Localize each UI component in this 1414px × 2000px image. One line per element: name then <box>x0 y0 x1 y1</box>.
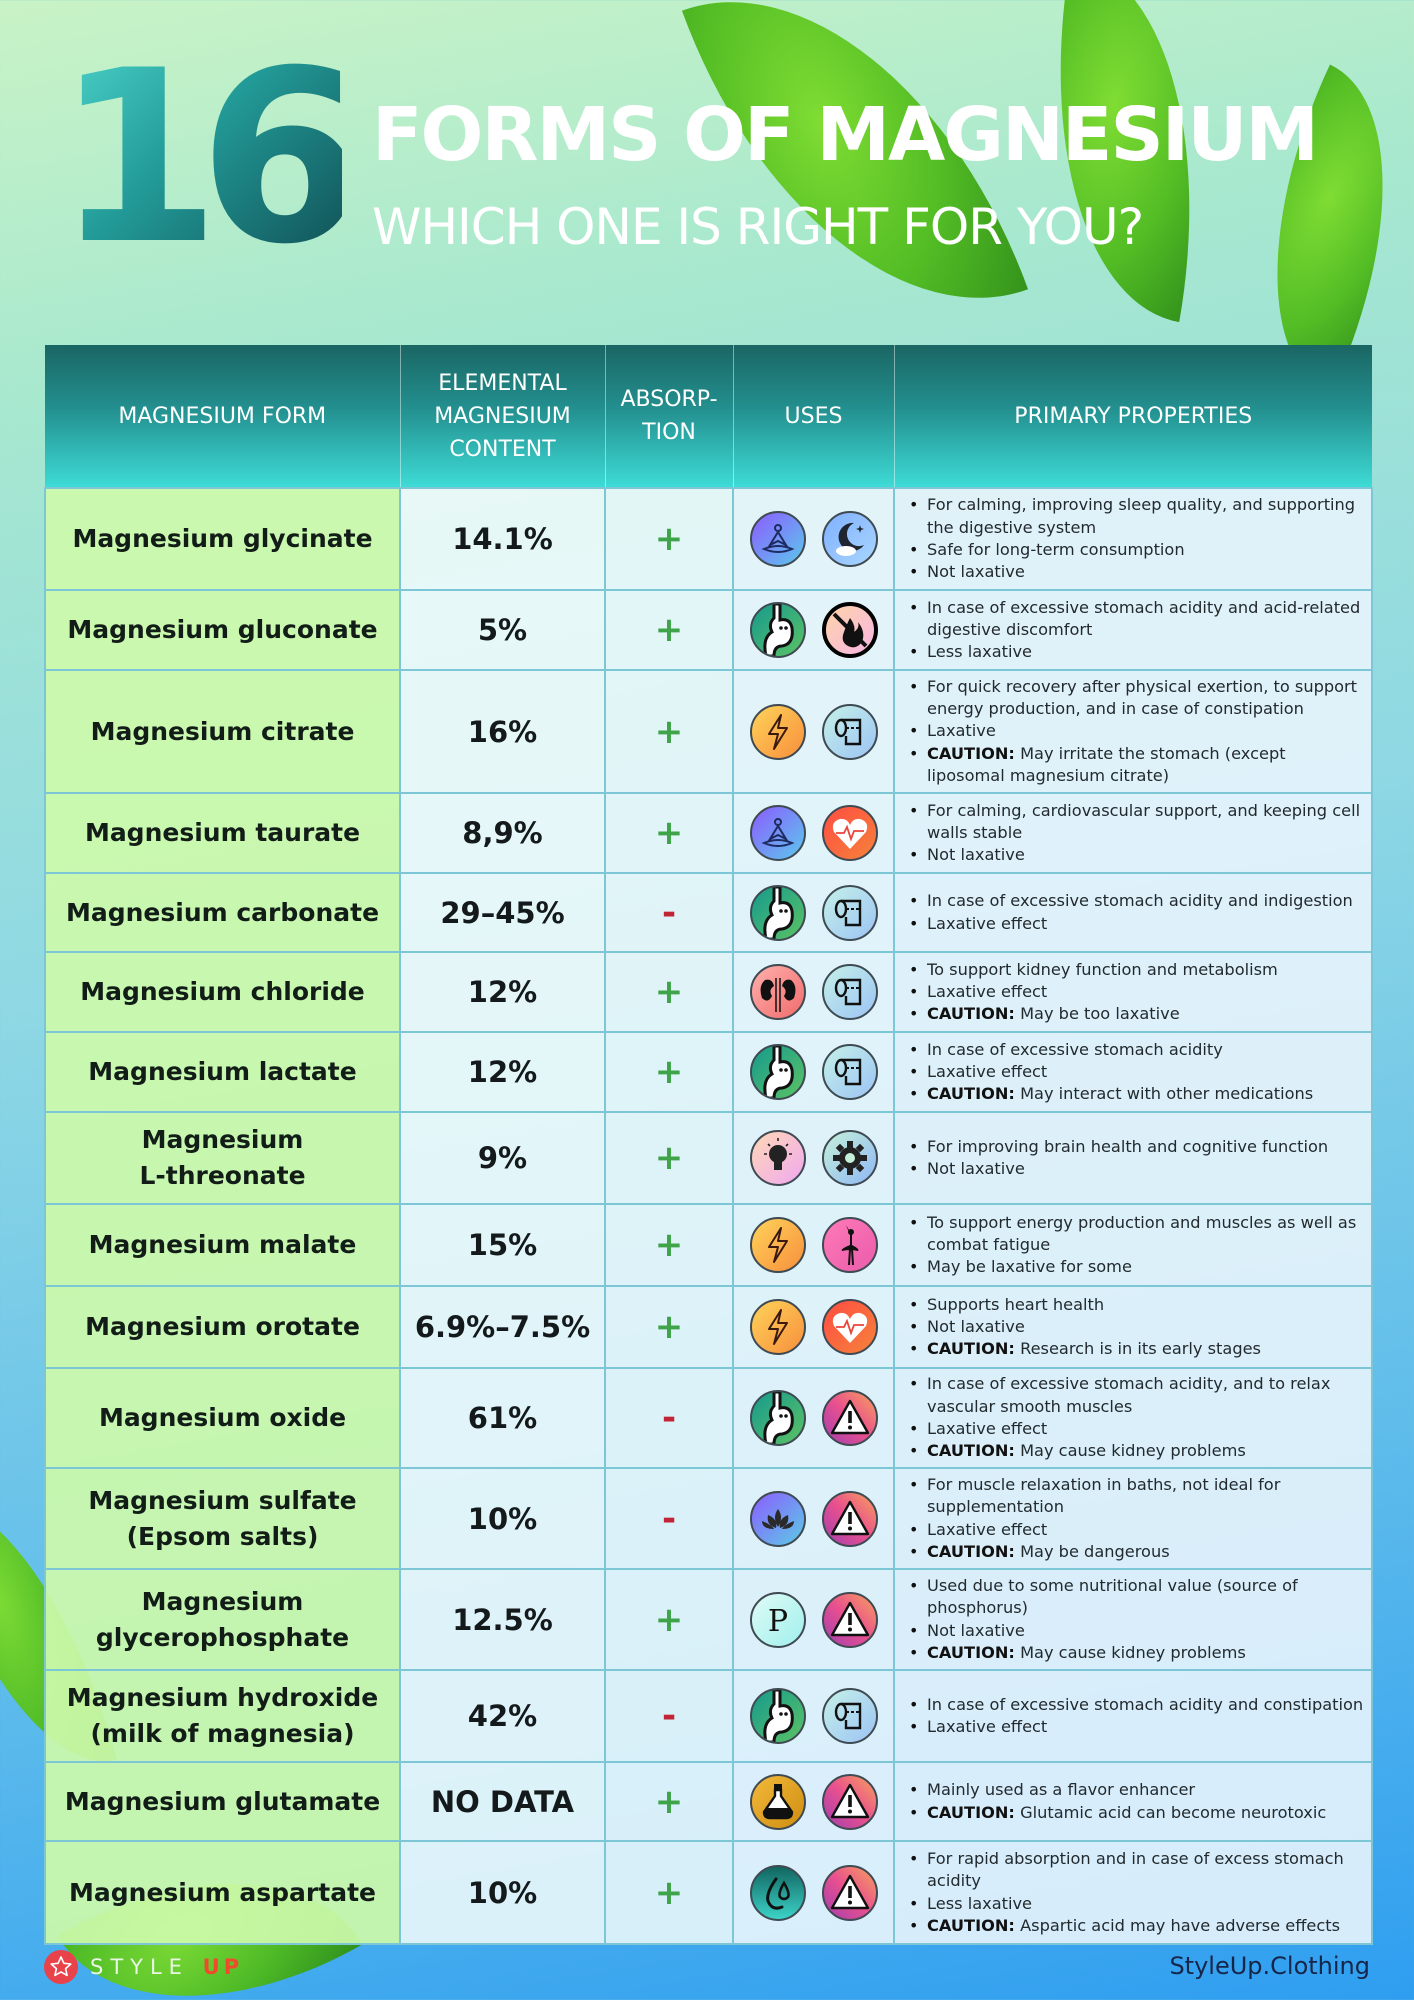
table-row <box>45 952 1372 1032</box>
logo-style: STYLE <box>90 1955 189 1979</box>
property-item <box>909 1061 1365 1083</box>
property-item <box>909 913 1365 935</box>
properties-list <box>909 1373 1365 1462</box>
magnesium-form-cell: Magnesium lactate <box>45 1032 400 1112</box>
brand-logo <box>44 1950 243 1984</box>
lotus-icon <box>750 1491 806 1547</box>
header-line: CONTENT <box>449 436 556 462</box>
primary-properties-cell <box>894 1112 1372 1204</box>
uses-cell <box>733 873 894 952</box>
elemental-content-cell: 12.5% <box>400 1569 605 1670</box>
hero-number: 16 <box>55 20 343 297</box>
property-text: Laxative effect <box>927 1717 1048 1736</box>
property-text: In case of excessive stomach acidity and indigestion <box>927 891 1353 911</box>
table-row <box>45 488 1372 590</box>
elemental-content-cell: NO DATA <box>400 1762 605 1841</box>
property-text: Laxative effect <box>927 913 1048 933</box>
property-item <box>909 890 1365 912</box>
property-item <box>909 1136 1365 1158</box>
absorption-good-indicator: + <box>605 670 733 793</box>
absorption-poor-indicator: - <box>605 1670 733 1762</box>
magnesium-form-cell: Magnesium oxide <box>45 1368 400 1468</box>
property-text: Safe for long-term consumption <box>927 540 1185 559</box>
table-row <box>45 590 1372 670</box>
column-header-properties: PRIMARY PROPERTIES <box>894 345 1372 488</box>
sleep-icon <box>822 511 878 567</box>
stomach-icon <box>750 1688 806 1744</box>
leaf-decoration <box>682 0 1028 368</box>
elemental-content-cell: 5% <box>400 590 605 670</box>
table-row <box>45 873 1372 952</box>
caution-item <box>909 1440 1365 1462</box>
property-text: Not laxative <box>927 845 1025 865</box>
property-text: For rapid absorption and in case of excess stomach acidity <box>927 1848 1344 1891</box>
magnesium-form-cell: Magnesium gluconate <box>45 590 400 670</box>
form-name-line: (Epsom salts) <box>126 1521 319 1551</box>
caution-item <box>909 1083 1365 1105</box>
toilet-paper-icon <box>822 964 878 1020</box>
caution-item <box>909 1541 1365 1563</box>
property-item <box>909 1575 1365 1620</box>
elemental-content-cell: 10% <box>400 1468 605 1569</box>
magnesium-form-cell <box>45 1468 400 1569</box>
primary-properties-cell <box>894 1468 1372 1569</box>
property-item <box>909 1620 1365 1642</box>
property-text: May irritate the stomach (except liposomal magnesium citrate) <box>927 743 1286 785</box>
property-text: Laxative effect <box>927 1419 1048 1438</box>
header-line: MAGNESIUM <box>434 403 571 429</box>
absorption-good-indicator: + <box>605 590 733 670</box>
absorption-good-indicator: + <box>605 488 733 590</box>
heart-icon <box>822 805 878 861</box>
table-row <box>45 793 1372 873</box>
toilet-paper-icon <box>822 1044 878 1100</box>
energy-icon <box>750 1299 806 1355</box>
toilet-paper-icon <box>822 885 878 941</box>
property-text: Not laxative <box>927 562 1025 582</box>
property-item <box>909 1848 1365 1893</box>
table-row <box>45 1032 1372 1112</box>
uses-cell <box>733 488 894 590</box>
primary-properties-cell <box>894 873 1372 952</box>
no-heartburn-icon <box>822 602 878 658</box>
property-item <box>909 1373 1365 1418</box>
properties-list <box>909 494 1365 583</box>
property-item <box>909 1418 1365 1440</box>
magnesium-form-cell: Magnesium glutamate <box>45 1762 400 1841</box>
form-name-line: Magnesium <box>141 1125 304 1154</box>
property-item <box>909 676 1365 721</box>
properties-list <box>909 1575 1365 1664</box>
warning-icon <box>822 1390 878 1446</box>
properties-list <box>909 1779 1365 1824</box>
property-text: Used due to some nutritional value (source of phosphorus) <box>927 1575 1298 1618</box>
elemental-content-cell: 15% <box>400 1204 605 1286</box>
property-text: For calming, improving sleep quality, and supporting the digestive system <box>927 495 1356 537</box>
elemental-content-cell: 10% <box>400 1841 605 1944</box>
header-line: TION <box>642 420 696 445</box>
absorption-poor-indicator: - <box>605 1368 733 1468</box>
property-text: Less laxative <box>927 1893 1033 1913</box>
elemental-content-cell: 9% <box>400 1112 605 1204</box>
property-item <box>909 959 1365 981</box>
energy-icon <box>750 1217 806 1273</box>
page-title: FORMS OF MAGNESIUM <box>372 92 1318 178</box>
property-text: Glutamic acid can become neurotoxic <box>1020 1802 1327 1822</box>
uses-cell <box>733 590 894 670</box>
elemental-content-cell: 14.1% <box>400 488 605 590</box>
header-line: ABSORP- <box>620 387 718 412</box>
column-header-uses: USES <box>733 345 894 488</box>
magnesium-form-cell <box>45 1569 400 1670</box>
magnesium-form-cell: Magnesium carbonate <box>45 873 400 952</box>
ballerina-icon <box>822 1217 878 1273</box>
table-row <box>45 1368 1372 1468</box>
primary-properties-cell <box>894 1286 1372 1368</box>
magnesium-forms-table <box>44 345 1373 1945</box>
property-item <box>909 1779 1365 1801</box>
property-text: May interact with other medications <box>1020 1084 1314 1104</box>
logo-up: UP <box>202 1955 244 1979</box>
caution-item <box>909 1802 1365 1824</box>
table-row <box>45 1286 1372 1368</box>
property-text: Laxative effect <box>927 1519 1048 1539</box>
property-item <box>909 1519 1365 1541</box>
property-item <box>909 494 1365 539</box>
caution-label: CAUTION: <box>927 1084 1015 1104</box>
elemental-content-cell: 29–45% <box>400 873 605 952</box>
property-text: In case of excessive stomach acidity, and to relax vascular smooth muscles <box>927 1374 1331 1416</box>
table-row <box>45 1569 1372 1670</box>
caution-item <box>909 743 1365 788</box>
table-row <box>45 1112 1372 1204</box>
properties-list <box>909 1212 1365 1279</box>
website-link[interactable]: StyleUp.Clothing <box>1169 1952 1370 1980</box>
primary-properties-cell <box>894 590 1372 670</box>
lightbulb-icon <box>750 1130 806 1186</box>
caution-item <box>909 1642 1365 1664</box>
elemental-content-cell: 61% <box>400 1368 605 1468</box>
table-row <box>45 1841 1372 1944</box>
property-item <box>909 641 1365 663</box>
stomach-icon <box>750 602 806 658</box>
warning-icon <box>822 1865 878 1921</box>
property-item <box>909 1158 1365 1180</box>
property-text: Not laxative <box>927 1159 1025 1178</box>
uses-cell <box>733 1670 894 1762</box>
caution-label: CAUTION: <box>927 1802 1015 1822</box>
uses-cell <box>733 670 894 793</box>
caution-label: CAUTION: <box>927 1915 1015 1935</box>
caution-item <box>909 1338 1365 1360</box>
properties-list <box>909 800 1365 867</box>
form-name-line: Magnesium <box>141 1586 304 1616</box>
uses-cell <box>733 1569 894 1670</box>
uses-cell <box>733 1841 894 1944</box>
primary-properties-cell <box>894 1368 1372 1468</box>
property-item <box>909 1294 1365 1316</box>
magnesium-form-cell: Magnesium citrate <box>45 670 400 793</box>
heart-icon <box>822 1299 878 1355</box>
column-header-content <box>400 345 605 488</box>
primary-properties-cell <box>894 952 1372 1032</box>
property-item <box>909 539 1365 561</box>
absorption-good-indicator: + <box>605 1204 733 1286</box>
property-item <box>909 800 1365 845</box>
property-item <box>909 720 1365 742</box>
property-text: Not laxative <box>927 1620 1025 1640</box>
property-item <box>909 1316 1365 1338</box>
property-text: Laxative <box>927 721 996 741</box>
properties-list <box>909 890 1365 935</box>
primary-properties-cell <box>894 1762 1372 1841</box>
stomach-icon <box>750 1044 806 1100</box>
table-row <box>45 1670 1372 1762</box>
property-item <box>909 561 1365 583</box>
property-text: Research is in its early stages <box>1020 1339 1261 1359</box>
caution-label: CAUTION: <box>927 1541 1015 1561</box>
caution-item <box>909 1915 1365 1937</box>
property-text: For quick recovery after physical exertion, to support energy production, and in case of constipation <box>927 676 1358 719</box>
uses-cell <box>733 793 894 873</box>
table-row <box>45 1762 1372 1841</box>
property-item <box>909 1893 1365 1915</box>
properties-list <box>909 1474 1365 1563</box>
logo-text <box>90 1955 243 1979</box>
property-text: May be dangerous <box>1020 1541 1170 1561</box>
primary-properties-cell <box>894 1670 1372 1762</box>
warning-icon <box>822 1774 878 1830</box>
elemental-content-cell: 12% <box>400 952 605 1032</box>
absorption-good-indicator: + <box>605 1841 733 1944</box>
magnesium-form-cell: Magnesium glycinate <box>45 488 400 590</box>
caution-label: CAUTION: <box>927 1642 1015 1662</box>
properties-list <box>909 1694 1365 1739</box>
property-text: May cause kidney problems <box>1020 1642 1246 1662</box>
star-icon <box>44 1950 78 1984</box>
warning-icon <box>822 1491 878 1547</box>
table-row <box>45 1468 1372 1569</box>
primary-properties-cell <box>894 1569 1372 1670</box>
calm-icon <box>750 511 806 567</box>
primary-properties-cell <box>894 488 1372 590</box>
property-item <box>909 844 1365 866</box>
property-text: Not laxative <box>927 1316 1025 1336</box>
uses-cell <box>733 1032 894 1112</box>
absorption-good-indicator: + <box>605 1286 733 1368</box>
property-text: To support energy production and muscles as well as combat fatigue <box>927 1212 1357 1254</box>
property-text: Supports heart health <box>927 1294 1105 1314</box>
phosphorus-icon <box>750 1592 806 1648</box>
caution-label: CAUTION: <box>927 1441 1015 1461</box>
properties-list <box>909 1136 1365 1181</box>
property-text: For improving brain health and cognitive function <box>927 1136 1329 1156</box>
property-text: Less laxative <box>927 642 1033 662</box>
form-name-line: Magnesium hydroxide <box>66 1683 379 1712</box>
header-line: ELEMENTAL <box>438 370 567 396</box>
property-item <box>909 1716 1365 1738</box>
table-row <box>45 1204 1372 1286</box>
primary-properties-cell <box>894 670 1372 793</box>
properties-list <box>909 597 1365 664</box>
caution-label: CAUTION: <box>927 743 1015 763</box>
property-item <box>909 1474 1365 1519</box>
column-header-form: MAGNESIUM FORM <box>45 345 400 488</box>
form-name-line: Magnesium sulfate <box>88 1485 357 1515</box>
absorption-good-indicator: + <box>605 1112 733 1204</box>
absorption-good-indicator: + <box>605 1762 733 1841</box>
toilet-paper-icon <box>822 704 878 760</box>
property-item <box>909 1212 1365 1257</box>
property-text: To support kidney function and metabolism <box>927 959 1278 979</box>
properties-list <box>909 959 1365 1026</box>
stomach-icon <box>750 885 806 941</box>
primary-properties-cell <box>894 793 1372 873</box>
uses-cell <box>733 1762 894 1841</box>
primary-properties-cell <box>894 1204 1372 1286</box>
property-text: May cause kidney problems <box>1020 1441 1246 1461</box>
property-text: For muscle relaxation in baths, not ideal for supplementation <box>927 1474 1281 1517</box>
toilet-paper-icon <box>822 1688 878 1744</box>
properties-list <box>909 676 1365 787</box>
property-text: In case of excessive stomach acidity <box>927 1039 1223 1059</box>
uses-cell <box>733 1204 894 1286</box>
magnesium-form-cell: Magnesium taurate <box>45 793 400 873</box>
uses-cell <box>733 1368 894 1468</box>
primary-properties-cell <box>894 1841 1372 1944</box>
elemental-content-cell: 8,9% <box>400 793 605 873</box>
properties-list <box>909 1294 1365 1361</box>
form-name-line: (milk of magnesia) <box>90 1719 355 1748</box>
uses-cell <box>733 1468 894 1569</box>
properties-list <box>909 1848 1365 1937</box>
property-item <box>909 1256 1365 1278</box>
property-text: May be too laxative <box>1020 1004 1180 1024</box>
elemental-content-cell: 16% <box>400 670 605 793</box>
absorption-poor-indicator: - <box>605 1468 733 1569</box>
energy-icon <box>750 704 806 760</box>
kidney-icon <box>750 964 806 1020</box>
absorption-good-indicator: + <box>605 793 733 873</box>
absorption-good-indicator: + <box>605 952 733 1032</box>
magnesium-form-cell <box>45 1112 400 1204</box>
form-name-line: L-threonate <box>139 1161 306 1190</box>
absorption-good-indicator: + <box>605 1569 733 1670</box>
warning-icon <box>822 1592 878 1648</box>
magnesium-form-cell: Magnesium malate <box>45 1204 400 1286</box>
svg-text:P: P <box>767 1603 788 1639</box>
table-row <box>45 670 1372 793</box>
absorption-drops-icon <box>750 1865 806 1921</box>
uses-cell <box>733 1286 894 1368</box>
caution-label: CAUTION: <box>927 1339 1015 1359</box>
column-header-absorption <box>605 345 733 488</box>
properties-list <box>909 1039 1365 1106</box>
property-item <box>909 1694 1365 1716</box>
absorption-poor-indicator: - <box>605 873 733 952</box>
uses-cell <box>733 952 894 1032</box>
form-name-line: glycerophosphate <box>95 1622 350 1652</box>
magnesium-form-cell <box>45 1670 400 1762</box>
page-subtitle: WHICH ONE IS RIGHT FOR YOU? <box>372 198 1144 256</box>
property-text: May be laxative for some <box>927 1257 1132 1277</box>
elemental-content-cell: 42% <box>400 1670 605 1762</box>
property-text: Laxative effect <box>927 1061 1048 1081</box>
property-text: Mainly used as a flavor enhancer <box>927 1780 1196 1800</box>
property-item <box>909 1039 1365 1061</box>
property-text: In case of excessive stomach acidity and acid-related digestive discomfort <box>927 597 1361 639</box>
elemental-content-cell: 12% <box>400 1032 605 1112</box>
flavor-bottle-icon <box>750 1774 806 1830</box>
stomach-icon <box>750 1390 806 1446</box>
table-header-row <box>45 345 1372 488</box>
property-text: In case of excessive stomach acidity and constipation <box>927 1694 1364 1714</box>
property-text: Aspartic acid may have adverse effects <box>1020 1915 1341 1935</box>
magnesium-form-cell: Magnesium chloride <box>45 952 400 1032</box>
magnesium-form-cell: Magnesium orotate <box>45 1286 400 1368</box>
gear-icon <box>822 1130 878 1186</box>
primary-properties-cell <box>894 1032 1372 1112</box>
property-text: Laxative effect <box>927 981 1048 1001</box>
property-item <box>909 597 1365 642</box>
property-item <box>909 981 1365 1003</box>
elemental-content-cell: 6.9%–7.5% <box>400 1286 605 1368</box>
caution-label: CAUTION: <box>927 1004 1015 1024</box>
calm-icon <box>750 805 806 861</box>
property-text: For calming, cardiovascular support, and keeping cell walls stable <box>927 800 1361 842</box>
uses-cell <box>733 1112 894 1204</box>
absorption-good-indicator: + <box>605 1032 733 1112</box>
magnesium-form-cell: Magnesium aspartate <box>45 1841 400 1944</box>
caution-item <box>909 1003 1365 1025</box>
